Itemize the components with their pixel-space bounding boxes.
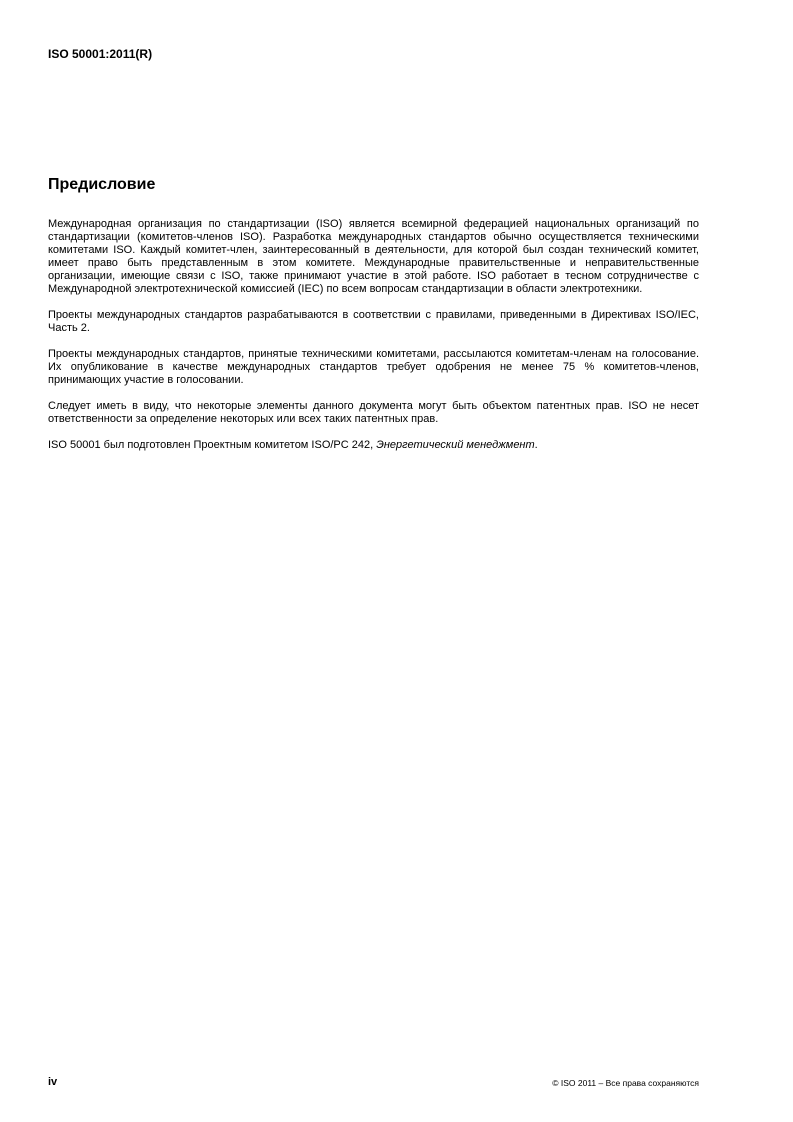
paragraph-prepared-by: [48, 439, 699, 452]
foreword-body: [48, 218, 699, 465]
document-id-header: ISO 50001:2011(R): [48, 47, 153, 61]
page-number: iv: [48, 1076, 58, 1088]
prepared-by-period: .: [534, 439, 538, 451]
copyright-notice: © ISO 2011 – Все права сохраняются: [552, 1078, 699, 1088]
paragraph-voting: Проекты международных стандартов, принятые техническими комитетами, рассылаются комитетам-членам на голосование. Их опубликование в качестве международных стандартов требует одобрения не менее 75 % комитетов-членов, принимающих участие в голосовании.: [48, 348, 699, 386]
prepared-by-text: ISO 50001 был подготовлен Проектным комитетом ISO/PC 242,: [48, 439, 377, 451]
paragraph-directives: Проекты международных стандартов разрабатываются в соответствии с правилами, приведенными в Директивах ISO/IEC, Часть 2.: [48, 309, 699, 334]
committee-title: Энергетический менеджмент: [376, 439, 535, 451]
paragraph-iso-organization: Международная организация по стандартизации (ISO) является всемирной федерацией национальных организаций по стандартизации (комитетов-членов ISO). Разработка международных стандартов обычно осуществляется техническими комитетами ISO. Каждый комитет-член, заинтересованный в деятельности, для которой был создан технический комитет, имеет право быть представленным в этом комитете. Международные правительственные и неправительственные организации, имеющие связи с ISO, также принимают участие в этой работе. ISO работает в тесном сотрудничестве с Международной электротехнической комиссией (IEC) по всем вопросам стандартизации в области электротехники.: [48, 218, 699, 295]
paragraph-patent-rights: Следует иметь в виду, что некоторые элементы данного документа могут быть объектом патентных прав. ISO не несет ответственности за определение некоторых или всех таких патентных прав.: [48, 400, 699, 425]
section-title: Предисловие: [48, 176, 156, 193]
